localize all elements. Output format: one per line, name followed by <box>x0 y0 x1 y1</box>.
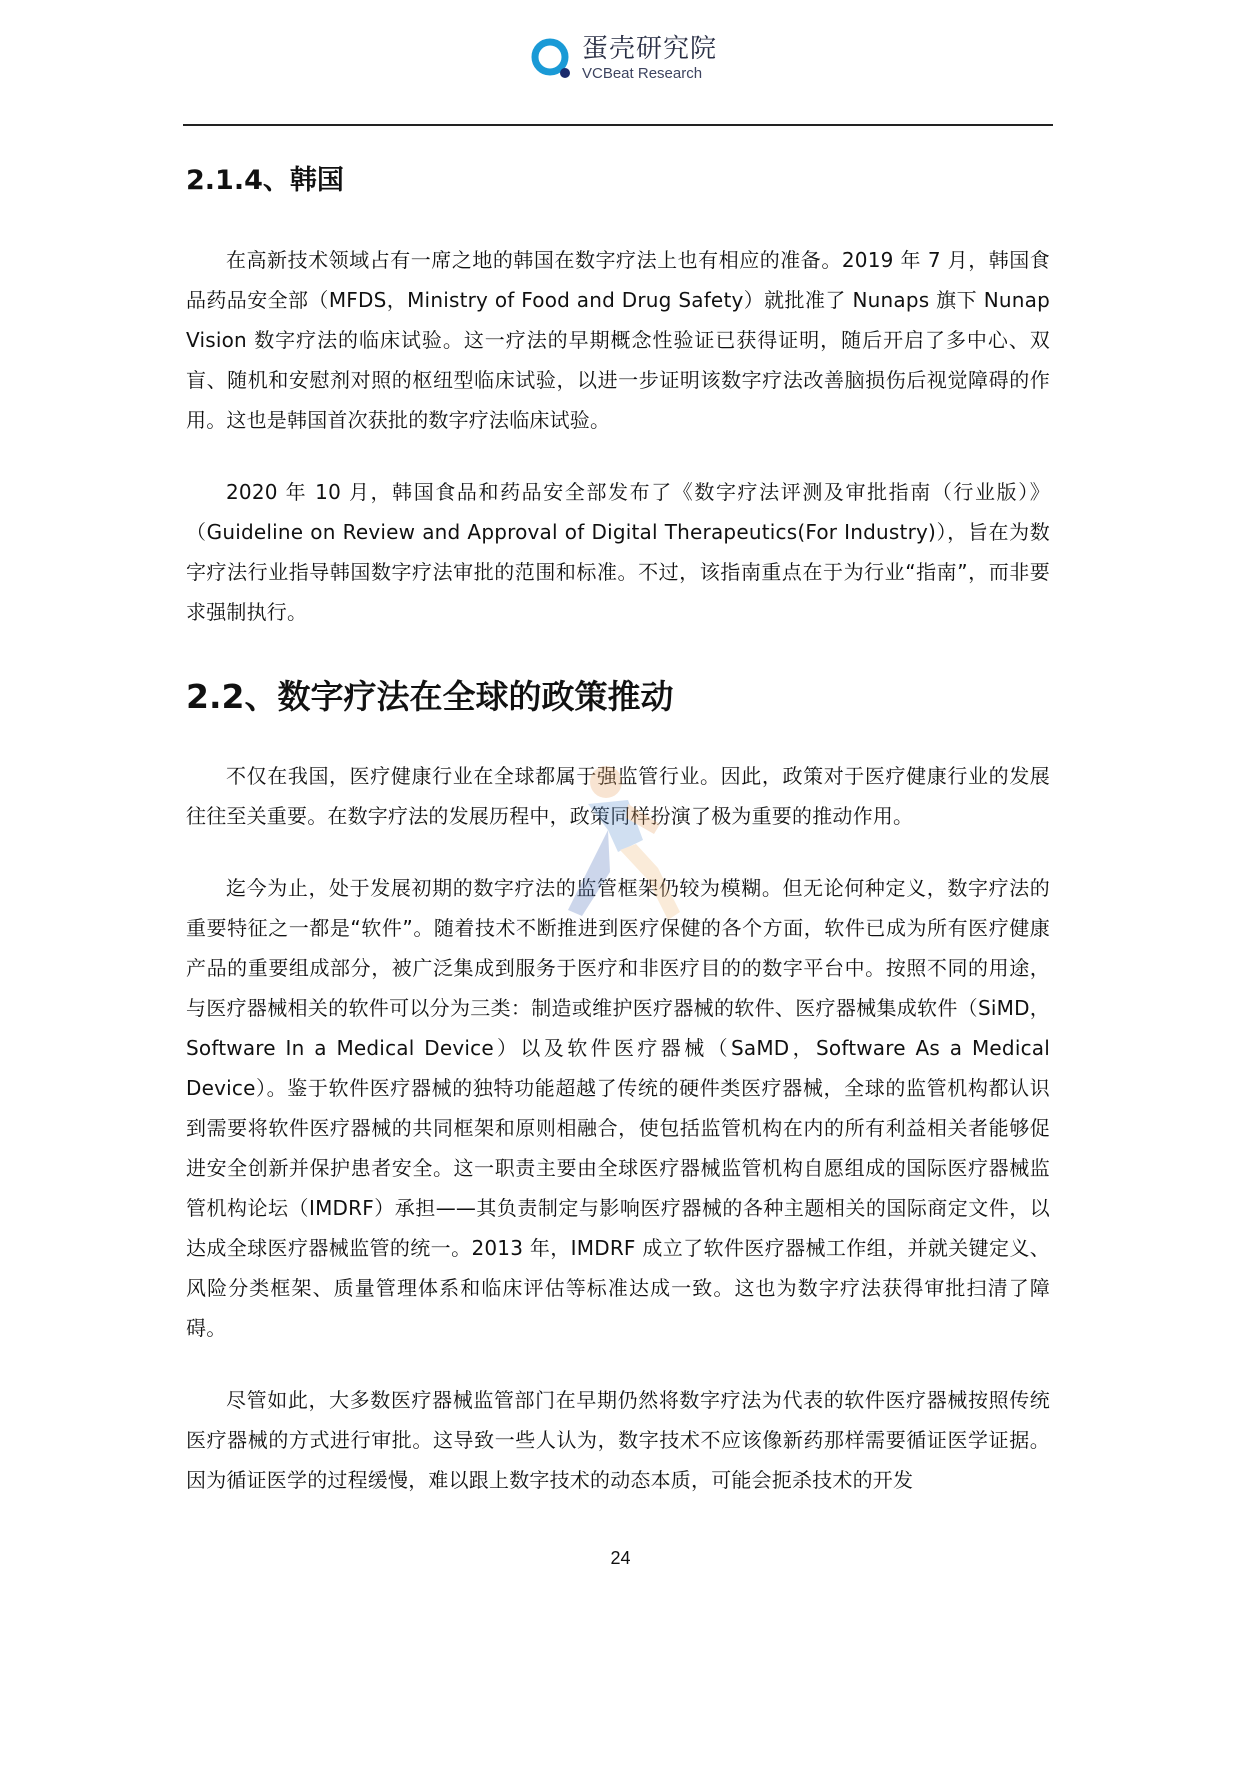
section-heading-korea: 2.1.4、韩国 <box>186 165 344 196</box>
paragraph: 在高新技术领域占有一席之地的韩国在数字疗法上也有相应的准备。2019 年 7 月，韩国食品药品安全部（MFDS，Ministry of Food and Drug Safety）就批准了 Nunaps 旗下 Nunap Vision 数字疗法的临床试验。这一疗法的早期概念性验证已获得证明，随后开启了多中心、双盲、随机和安慰剂对照的枢纽型临床试验，以进一步证明该数字疗法改善脑损伤后视觉障碍的作用。这也是韩国首次获批的数字疗法临床试验。 <box>186 248 1050 432</box>
paragraph: 尽管如此，大多数医疗器械监管部门在早期仍然将数字疗法为代表的软件医疗器械按照传统医疗器械的方式进行审批。这导致一些人认为，数字技术不应该像新药那样需要循证医学证据。因为循证医学的过程缓慢，难以跟上数字技术的动态本质，可能会扼杀技术的开发 <box>186 1388 1050 1492</box>
paragraph: 不仅在我国，医疗健康行业在全球都属于强监管行业。因此，政策对于医疗健康行业的发展往往至关重要。在数字疗法的发展历程中，政策同样扮演了极为重要的推动作用。 <box>186 764 1050 828</box>
page-number: 24 <box>610 1548 631 1568</box>
logo-english-name: VCBeat Research <box>582 65 703 82</box>
paragraph: 2020 年 10 月，韩国食品和药品安全部发布了《数字疗法评测及审批指南（行业版）》（Guideline on Review and Approval of Digital Therapeutics(For Industry)），旨在为数字疗法行业指导韩国数字疗法审批的范围和标准。不过，该指南重点在于为行业“指南”，而非要求强制执行。 <box>186 480 1050 624</box>
header-divider <box>183 124 1053 126</box>
document-body <box>186 156 1050 1532</box>
logo-ring <box>535 42 565 72</box>
vcbeat-logo-mark-icon <box>530 37 574 81</box>
page-header <box>0 0 1241 126</box>
logo-dot <box>560 68 570 78</box>
vcbeat-logo <box>530 36 717 81</box>
paragraph: 迄今为止，处于发展初期的数字疗法的监管框架仍较为模糊。但无论何种定义，数字疗法的重要特征之一都是“软件”。随着技术不断推进到医疗保健的各个方面，软件已成为所有医疗健康产品的重要组成部分，被广泛集成到服务于医疗和非医疗目的的数字平台中。按照不同的用途，与医疗器械相关的软件可以分为三类：制造或维护医疗器械的软件、医疗器械集成软件（SiMD，Software In a Medical Device）以及软件医疗器械（SaMD，Software As a Medical Device）。鉴于软件医疗器械的独特功能超越了传统的硬件类医疗器械，全球的监管机构都认识到需要将软件医疗器械的共同框架和原则相融合，使包括监管机构在内的所有利益相关者能够促进安全创新并保护患者安全。这一职责主要由全球医疗器械监管机构自愿组成的国际医疗器械监管机构论坛（IMDRF）承担——其负责制定与影响医疗器械的各种主题相关的国际商定文件，以达成全球医疗器械监管的统一。2013 年，IMDRF 成立了软件医疗器械工作组，并就关键定义、风险分类框架、质量管理体系和临床评估等标准达成一致。这也为数字疗法获得审批扫清了障碍。 <box>186 876 1050 1340</box>
logo-chinese-name: 蛋壳研究院 <box>582 34 718 64</box>
section-heading-global-policy: 2.2、数字疗法在全球的政策推动 <box>186 677 674 716</box>
